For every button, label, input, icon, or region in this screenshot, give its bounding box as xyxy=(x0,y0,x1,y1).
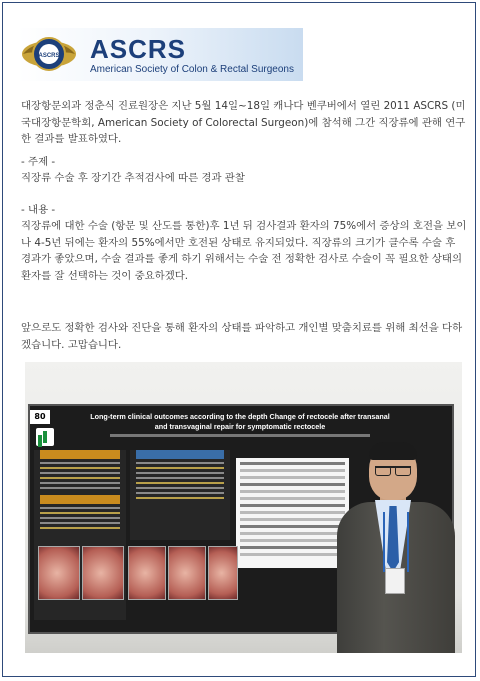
poster-column-middle xyxy=(130,450,230,540)
logo-subtitle: American Society of Colon & Rectal Surgeons xyxy=(90,64,294,75)
topic-heading: - 주제 - xyxy=(21,156,56,168)
conference-photo xyxy=(25,362,462,653)
closing-paragraph: 앞으로도 정확한 검사와 진단을 통해 환자의 상태를 파악하고 개인별 맞춤치료를 위해 최선을 다하겠습니다. 고맙습니다. xyxy=(21,322,463,351)
poster-authors xyxy=(110,434,370,437)
ascrs-seal-icon xyxy=(21,30,77,78)
ascrs-logo xyxy=(18,28,303,81)
logo-title: ASCRS xyxy=(90,34,187,64)
content-heading: - 내용 - xyxy=(21,204,56,216)
poster-section-header xyxy=(40,450,120,459)
hospital-logo-icon xyxy=(36,428,54,446)
surgical-image xyxy=(168,546,206,600)
name-badge xyxy=(385,568,405,594)
seal-text: ASCRS xyxy=(38,53,60,59)
content-text: 직장류에 대한 수술 (항문 및 산도를 통한)후 1년 뒤 검사결과 환자의 75%에서 증상의 호전을 보이나 4-5년 뒤에는 환자의 55%에서만 호전된 상태로 유지되었다. 직장류의 크기가 클수록 수술 후 경과가 좋았으며, 수술 결과를 좋게 하기 위해서는 수술 전 정확한 검사로 수술이 꼭 필요한 상태의 환자를 잘 선택하는 것이 중요하겠다. xyxy=(21,220,467,282)
topic-text: 직장류 수술 후 장기간 추적검사에 따른 경과 관찰 xyxy=(21,172,245,184)
intro-paragraph: 대장항문외과 정춘식 진료원장은 지난 5월 14일~18일 캐나다 벤쿠버에서 열린 2011 ASCRS (미국대장항문학회, American Society of Colorectal Surgeon)에 참석해 그간 직장류에 관해 연구한 결과를 발표하였다. xyxy=(21,100,466,146)
presenter-figure xyxy=(325,442,462,653)
glasses-icon xyxy=(375,466,411,476)
page-frame xyxy=(2,2,476,677)
surgical-image xyxy=(82,546,124,600)
poster-title: Long-term clinical outcomes according to the depth Change of rectocele after transanal and transvaginal repair for symptomatic rectocele xyxy=(90,412,390,431)
poster-number: 80 xyxy=(30,410,50,424)
surgical-image xyxy=(128,546,166,600)
surgical-image xyxy=(208,546,238,600)
surgical-image xyxy=(38,546,80,600)
